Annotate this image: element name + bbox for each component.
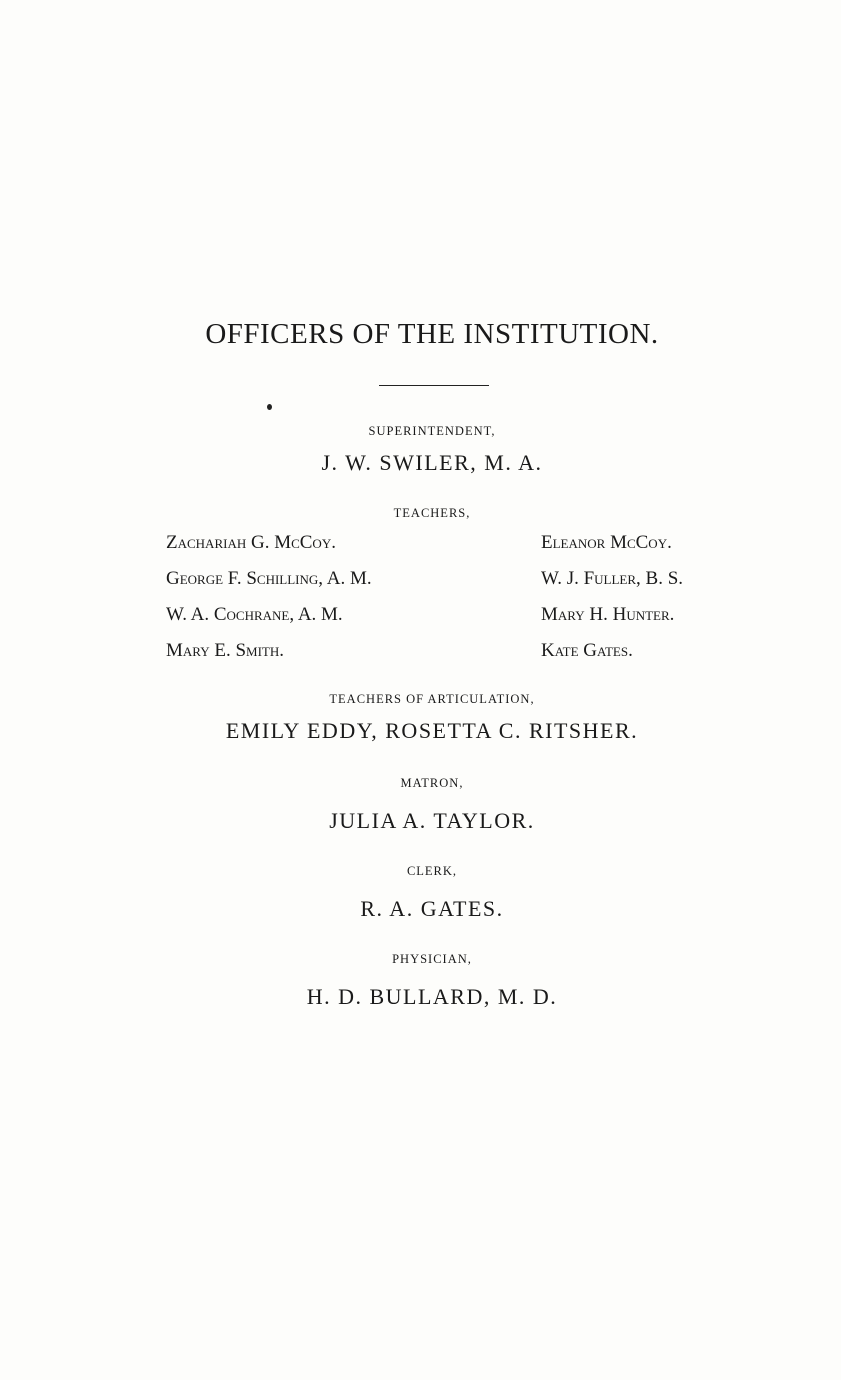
articulation-heading: TEACHERS OF ARTICULATION, <box>329 692 535 706</box>
teacher-name: Mary E. Smith. <box>166 640 285 661</box>
teachers-right-column <box>541 532 683 676</box>
teachers-left-column <box>166 532 372 676</box>
articulation-names: EMILY EDDY, ROSETTA C. RITSHER. <box>225 718 639 743</box>
teacher-name: Eleanor McCoy. <box>541 532 672 553</box>
page-title: OFFICERS OF THE INSTITUTION. <box>205 318 659 350</box>
superintendent-name: J. W. SWILER, M. A. <box>321 450 543 475</box>
teacher-name: Kate Gates. <box>541 640 633 661</box>
teacher-name: George F. Schilling, A. M. <box>166 568 372 589</box>
matron-heading: MATRON, <box>400 776 464 790</box>
clerk-heading: CLERK, <box>406 864 458 878</box>
physician-name: H. D. BULLARD, M. D. <box>306 984 558 1009</box>
teacher-name: W. J. Fuller, B. S. <box>541 568 684 589</box>
clerk-name: R. A. GATES. <box>360 896 504 921</box>
superintendent-heading: SUPERINTENDENT, <box>368 424 496 438</box>
teacher-name: Zachariah G. McCoy. <box>166 532 336 553</box>
teacher-name: W. A. Cochrane, A. M. <box>166 604 343 625</box>
ink-speck <box>267 404 272 410</box>
matron-name: JULIA A. TAYLOR. <box>329 808 535 833</box>
title-rule <box>379 385 489 386</box>
teacher-name: Mary H. Hunter. <box>541 604 675 625</box>
teachers-heading: TEACHERS, <box>393 506 471 520</box>
physician-heading: PHYSICIAN, <box>392 952 472 966</box>
